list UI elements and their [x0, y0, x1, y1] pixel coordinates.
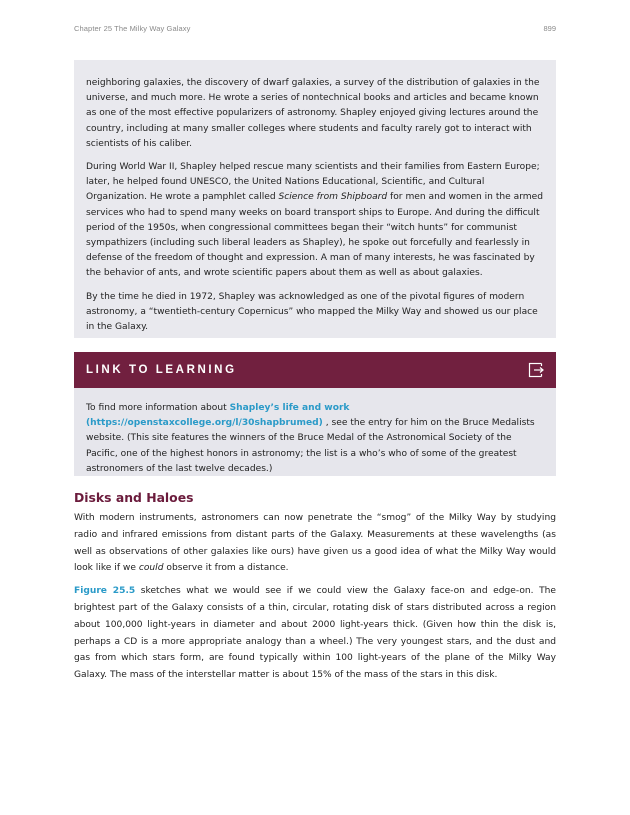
feature-text: neighboring galaxies, the discovery of dwarf galaxies, a survey of the distribution of galaxies in the universe, and much more. He wrote a series of nontechnical books and articles and became known as one of the most effective popularizers of astronomy. Shapley enjoyed giving lectures around the country, including at many smaller colleges where students and faculty rarely got to interact with scientists of his caliber.	[86, 78, 540, 149]
feature-box	[74, 60, 556, 338]
link-to-learning-header	[74, 352, 556, 388]
link-body-text: , see the entry for him on the Bruce Medalists website. (This site features the winners of the Bruce Medal of the Astronomical Society of the Pacific, one of the highest honors in astronomy; the list is a who’s who of some of the greatest astronomers of the last twelve decades.)	[86, 418, 535, 474]
feature-text: By the time he died in 1972, Shapley was acknowledged as one of the pivotal figures of modern astronomy, a “twentieth-century Copernicus” who mapped the Milky Way and showed us our place in the Galaxy.	[86, 291, 538, 333]
body-paragraph	[74, 583, 556, 684]
link-to-learning-title: LINK TO LEARNING	[86, 364, 237, 376]
feature-paragraph	[86, 76, 544, 152]
body-text: sketches what we would see if we could view the Galaxy face-on and edge-on. The brightest part of the Galaxy consists of a thin, circular, rotating disk of stars distributed across a region about 100,000 light-years in diameter and about 2000 light-years thick. (Given how thin the disk is, perhaps a CD is a more appropriate analogy than a wheel.) The very youngest stars, and the dust and gas from which stars form, are found typically within 100 light-years of the plane of the Milky Way Galaxy. The mass of the interstellar matter is about 15% of the mass of the stars in this disk.	[74, 586, 556, 681]
link-to-learning-box	[74, 352, 556, 476]
body-paragraph	[74, 510, 556, 577]
page-number: 899	[543, 24, 556, 33]
external-link-icon	[528, 362, 544, 378]
section-heading: Disks and Haloes	[74, 490, 194, 505]
feature-text: During World War II, Shapley helped rescue many scientists and their families from Eastern Europe; later, he helped found UNESCO, the United Nations Educational, Scientific, and Cultural Organization. He wrote a pamphlet called	[86, 162, 540, 203]
link-body-text: To find more information about	[86, 403, 230, 413]
shapley-link[interactable]: Shapley’s life and work (https://openstaxcollege.org/l/30shapbrumed)	[86, 403, 350, 429]
emphasis: could	[138, 563, 164, 574]
body-text: observe it from a distance.	[163, 563, 289, 574]
book-title: Science from Shipboard	[278, 192, 388, 203]
figure-reference-link[interactable]: Figure 25.5	[74, 586, 136, 597]
feature-paragraph	[86, 160, 544, 282]
section-body	[74, 510, 556, 690]
page-header	[74, 24, 556, 38]
body-text: With modern instruments, astronomers can now penetrate the “smog” of the Milky Way by studying radio and infrared emissions from distant parts of the Galaxy. Measurements at these wavelengths (as well as observations of other galaxies like ours) have given us a good idea of what the Milky Way would look like if we	[74, 513, 556, 574]
link-to-learning-body	[74, 388, 556, 477]
feature-paragraph	[86, 290, 544, 336]
chapter-title: Chapter 25 The Milky Way Galaxy	[74, 24, 191, 33]
feature-text: for men and women in the armed services who had to spend many weeks on board transport ships to Europe. And during the difficult period of the 1950s, when congressional committees began their “witch hunts” for communist sympathizers (including such liberal leaders as Shapley), he spoke out forcefully and fearlessly in defense of the freedom of thought and expression. A man of many interests, he was fascinated by the behavior of ants, and wrote scientific papers about them as well as about galaxies.	[86, 192, 544, 279]
